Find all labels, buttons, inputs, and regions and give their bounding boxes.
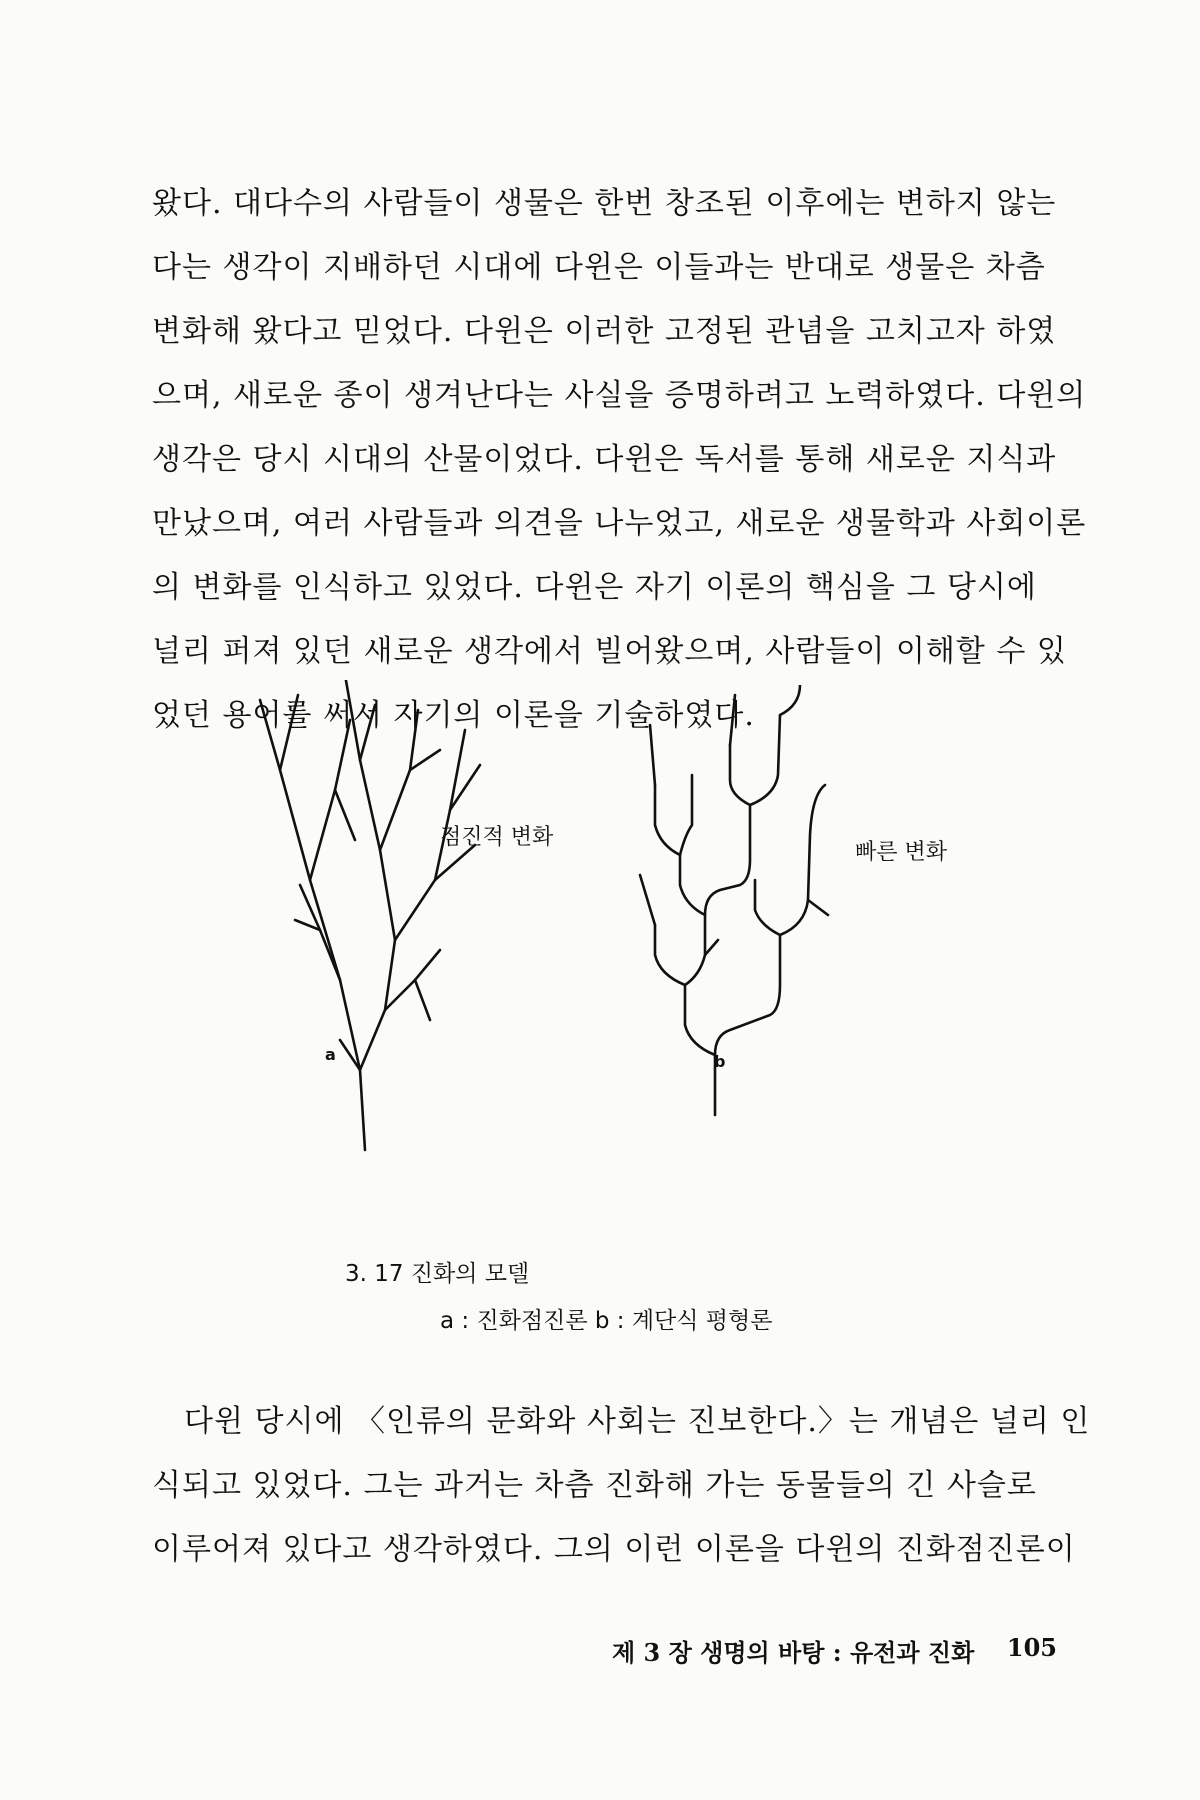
text-line: 다는 생각이 지배하던 시대에 다윈은 이들과는 반대로 생물은 차츰 [152,250,1046,285]
page-footer [612,1633,1057,1668]
body-paragraph-1 [152,172,1087,748]
text-line: 식되고 있었다. 그는 과거는 차츰 진화해 가는 동물들의 긴 사슬로 [152,1468,1037,1503]
text-line: 변화해 왔다고 믿었다. 다윈은 이러한 고정된 관념을 고치고자 하였 [152,314,1057,349]
text-line: 으며, 새로운 종이 생겨난다는 사실을 증명하려고 노력하였다. 다윈의 [152,378,1087,413]
rapid-change-label: 빠른 변화 [855,840,948,865]
text-line: 었던 용어를 써서 자기의 이론을 기술하였다. [152,698,755,733]
figure-caption-title: 3. 17 진화의 모델 [345,1261,530,1287]
text-line: 의 변화를 인식하고 있었다. 다윈은 자기 이론의 핵심을 그 당시에 [152,570,1037,605]
text-line: 만났으며, 여러 사람들과 의견을 나누었고, 새로운 생물학과 사회이론 [152,506,1087,541]
text-line: 널리 퍼져 있던 새로운 생각에서 빌어왔으며, 사람들이 이해할 수 있 [152,634,1067,669]
gradual-change-label: 점진적 변화 [440,825,554,850]
punctuated-equilibrium-tree-diagram [630,685,840,1125]
figure-caption-legend: a : 진화점진론 b : 계단식 평형론 [440,1308,773,1334]
chapter-title: 제 3 장 생명의 바탕 : 유전과 진화 [612,1638,975,1667]
text-line: 왔다. 대다수의 사람들이 생물은 한번 창조된 이후에는 변하지 않는 [152,186,1057,221]
page-number: 105 [1006,1633,1057,1662]
text-line: 이루어져 있다고 생각하였다. 그의 이런 이론을 다윈의 진화점진론이 [152,1532,1076,1567]
evolution-model-figure [240,680,1060,1260]
figure-letter-a: a [325,1045,336,1064]
body-paragraph-2 [152,1390,1091,1582]
text-line: 생각은 당시 시대의 산물이었다. 다윈은 독서를 통해 새로운 지식과 [152,442,1057,477]
gradualism-tree-diagram [240,680,540,1160]
figure-letter-b: b [714,1052,726,1071]
text-line: 다윈 당시에 〈인류의 문화와 사회는 진보한다.〉는 개념은 널리 인 [184,1404,1091,1439]
